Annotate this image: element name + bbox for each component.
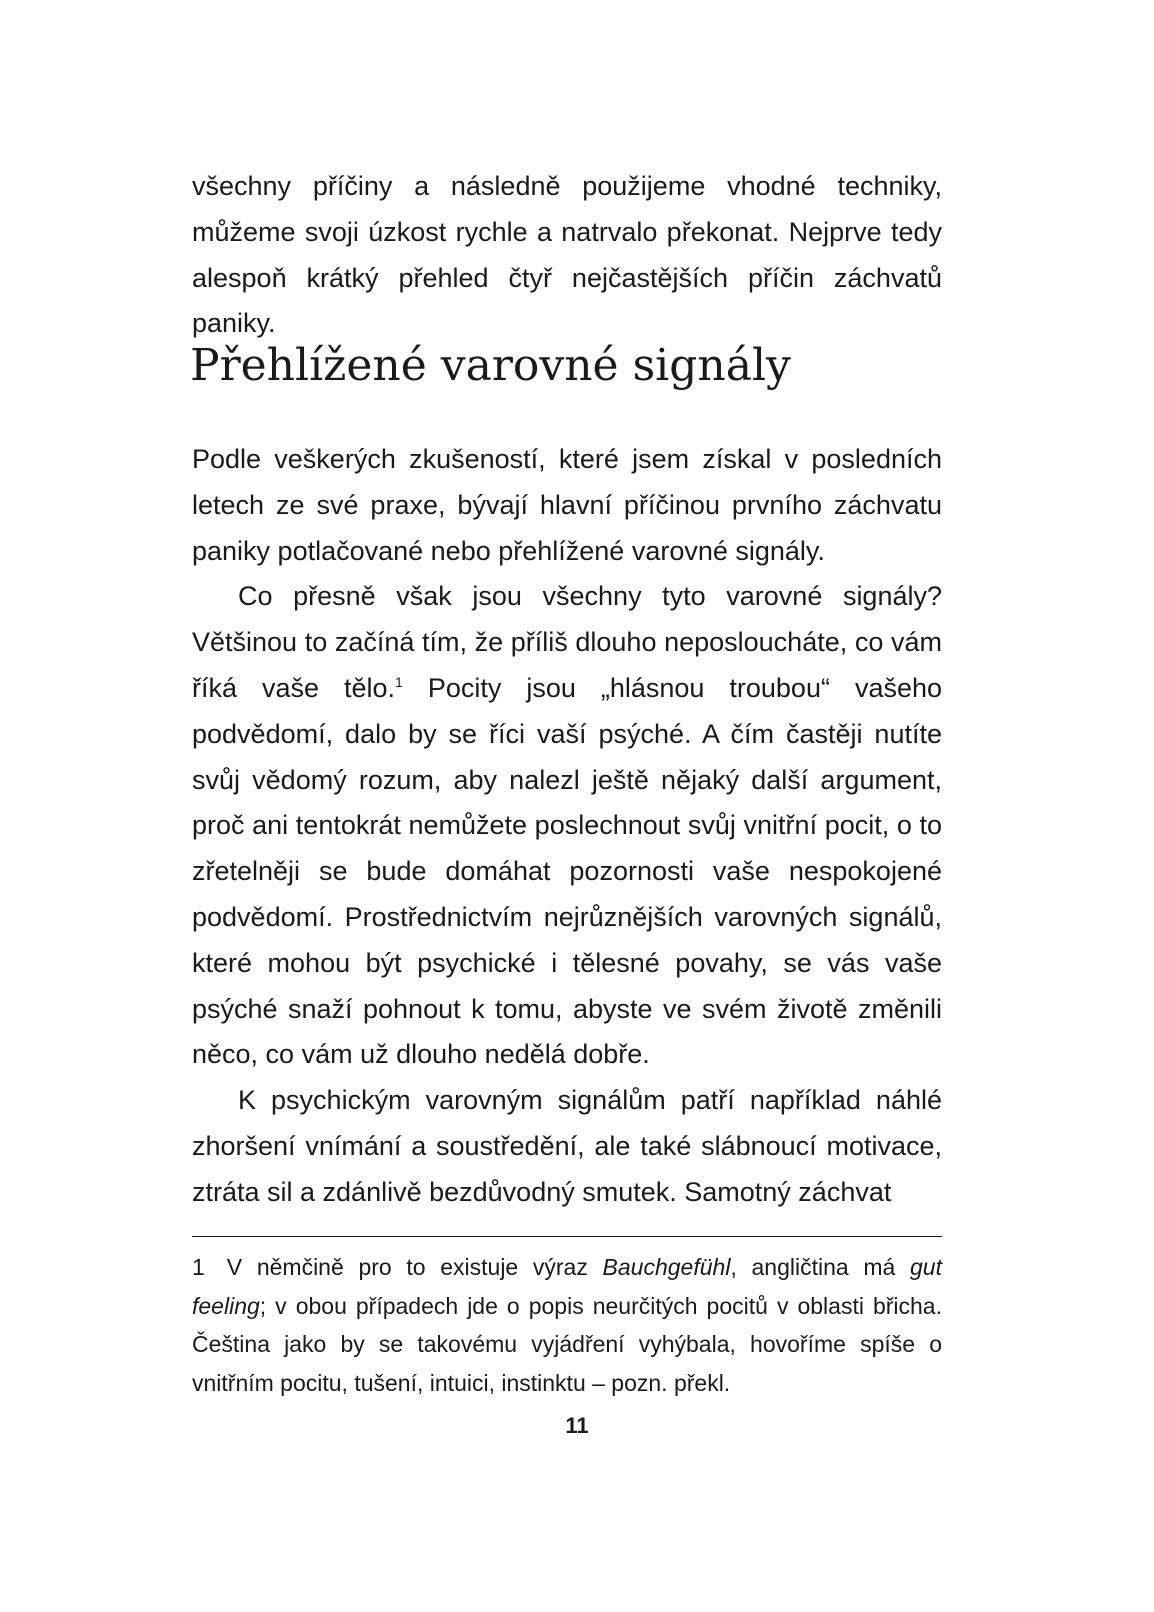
paragraph-2-part-2: Pocity jsou „hlásnou troubou“ vašeho podvědomí, dalo by se říci vaší psýché. A čím častěji nutíte svůj vědomý rozum, aby nalezl ještě nějaký další argument, proč ani tentokrát nemůžete poslechnout svůj vnitřní pocit, o to zřetelněji se bude domáhat pozornosti vaše nespokojené podvědomí. Prostřednictvím nejrůznějších varovných signálů, které mohou být psychické i tělesné povahy, se vás vaše psýché snaží pohnout k tomu, abyste ve svém životě změnili něco, co vám už dlouho nedělá dobře. [192, 672, 943, 1070]
footnote-text-3: ; v obou případech jde o popis neurčitých pocitů v oblasti břicha. Čeština jako by se takovému vyjádření vyhýbala, hovoříme spíše o vnitřním pocitu, tušení, intuici, instinktu – pozn. překl. [192, 1292, 942, 1396]
paragraph-2-part-1: Co přesně však jsou všechny tyto varovné signály? Většinou to začíná tím, že příliš dlouho neposloucháte, co vám říká vaše tělo. [192, 581, 942, 703]
intro-paragraph-block [192, 164, 942, 347]
footnote-term-gut-feeling: gut feeling [192, 1254, 942, 1319]
section-heading: Přehlížené varovné signály [190, 340, 791, 391]
footnote [192, 1248, 942, 1402]
page-number: 11 [565, 1413, 589, 1438]
footnote-text-2: , angličtina má [730, 1254, 911, 1280]
paragraph-2 [192, 574, 942, 1078]
footnote-number: 1 [192, 1254, 205, 1280]
footnote-reference[interactable]: 1 [395, 673, 403, 690]
intro-paragraph: všechny příčiny a následně použijeme vhodné techniky, můžeme svoji úzkost rychle a natrvalo překonat. Nejprve tedy alespoň krátký přehled čtyř nejčastějších příčin záchvatů paniky. [192, 171, 942, 339]
body-text [192, 437, 942, 1216]
paragraph-1: Podle veškerých zkušeností, které jsem získal v posledních letech ze své praxe, bývají hlavní příčinou prvního záchvatu paniky potlačované nebo přehlížené varovné signály. [192, 444, 942, 566]
footnote-term-bauchgefuhl: Bauchgefühl [602, 1254, 731, 1280]
paragraph-3: K psychickým varovným signálům patří například náhlé zhoršení vnímání a soustředění, ale také slábnoucí motivace, ztráta sil a zdánlivě bezdůvodný smutek. Samotný záchvat [192, 1085, 942, 1207]
footnote-text-1: V němčině pro to existuje výraz [226, 1254, 603, 1280]
footnote-divider [192, 1236, 942, 1237]
